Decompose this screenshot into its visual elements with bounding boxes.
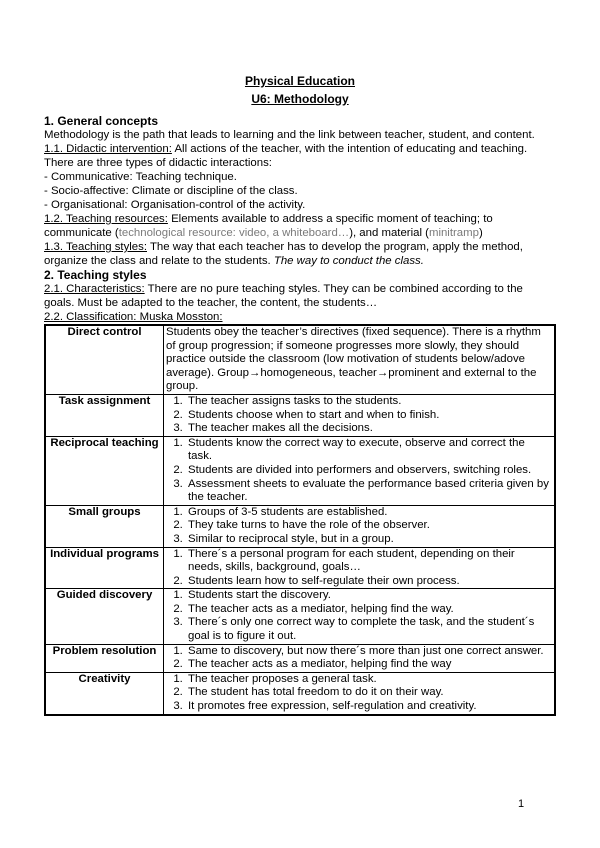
style-steps-list [166,589,552,643]
list-item: 1. The teacher assigns tasks to the students. [186,395,552,409]
table-row [45,325,555,394]
list-item: 3. The teacher makes all the decisions. [186,422,552,436]
list-item: 2. Students choose when to start and when to finish. [186,409,552,423]
style-name: Reciprocal teaching [45,436,164,505]
list-item: 1. Students start the discovery. [186,589,552,603]
style-name: Individual programs [45,547,164,589]
teaching-styles-table [44,324,556,716]
document-subtitle: U6: Methodology [251,92,349,106]
teaching-styles-paragraph [44,240,556,268]
table-row [45,547,555,589]
style-name: Guided discovery [45,589,164,644]
table-row [45,589,555,644]
list-item: 1. Students know the correct way to execute, observe and correct the task. [186,437,552,464]
list-item: 3. Similar to reciprocal style, but in a group. [186,533,552,547]
list-item: 3. Assessment sheets to evaluate the performance based criteria given by the teacher. [186,478,552,505]
list-item: 1. There´s a personal program for each student, depending on their needs, skills, background, goals… [186,548,552,575]
list-item: 2. The student has total freedom to do it on their way. [186,686,552,700]
style-steps-list [166,395,552,436]
list-item: 2. The teacher acts as a mediator, helping find the way [186,658,552,672]
style-name: Direct control [45,325,164,394]
teaching-resources-label: 1.2. Teaching resources: [44,213,168,225]
table-row [45,505,555,547]
style-description [164,547,556,589]
style-description [164,505,556,547]
teaching-resources-text: Elements available to address a specific moment of teaching; to communicate ( [44,213,493,239]
document-title: Physical Education [244,74,356,88]
style-name: Task assignment [45,394,164,436]
list-item: 2. Students learn how to self-regulate their own process. [186,575,552,589]
section-1-intro: Methodology is the path that leads to learning and the link between teacher, student, and content. [44,129,535,141]
style-name: Problem resolution [45,644,164,672]
table-row [45,394,555,436]
style-description: Students obey the teacher’s directives (fixed sequence). There is a rhythm of group progression; if someone progresses more slowly, they should practice outside the classroom (low motivation of students below/adove average). Group→homogeneous, teacher→prominent and external to the group. [164,325,556,394]
style-steps-list [166,506,552,547]
style-steps-list [166,645,552,672]
list-item: 2. The teacher acts as a mediator, helping find the way. [186,603,552,617]
list-item: 2. Students are divided into performers and observers, switching roles. [186,464,552,478]
didactic-intervention-text: All actions of the teacher, with the intention of educating and teaching. There are three types of didactic interactions: [44,143,528,169]
teaching-styles-text: The way that each teacher has to develop the program, apply the method, organize the class and relate to the students. [44,241,523,267]
characteristics-paragraph [44,282,556,310]
table-row [45,436,555,505]
style-steps-list [166,548,552,589]
table-row [45,672,555,714]
interaction-item: - Communicative: Teaching technique. [44,171,237,183]
section-1-heading: 1. General concepts [44,114,159,128]
didactic-intervention-paragraph [44,142,556,170]
page-number: 1 [518,798,525,810]
interaction-item: - Organisational: Organisation-control of the activity. [44,199,306,211]
list-item: 3. It promotes free expression, self-regulation and creativity. [186,700,552,714]
characteristics-text: There are no pure teaching styles. They can be combined according to the goals. Must be adapted to the teacher, the content, the students… [44,283,523,309]
list-item: 1. The teacher proposes a general task. [186,673,552,687]
document-body [44,72,556,716]
list-item: 1. Same to discovery, but now there´s more than just one correct answer. [186,645,552,659]
teaching-resources-paragraph [44,212,556,240]
teaching-resources-text: ), and material ( [349,227,429,239]
style-name: Creativity [45,672,164,714]
style-description [164,672,556,714]
classification-label: 2.2. Classification: Muska Mosston: [44,311,223,323]
table-row [45,644,555,672]
style-description [164,589,556,644]
resource-example: technological resource: video, a whiteboard… [118,227,350,239]
teaching-resources-text: ) [478,227,483,239]
style-steps-list [166,673,552,714]
didactic-intervention-label: 1.1. Didactic intervention: [44,143,172,155]
interaction-item: - Socio-affective: Climate or discipline of the class. [44,185,298,197]
style-description [164,644,556,672]
list-item: 1. Groups of 3-5 students are established. [186,506,552,520]
teaching-styles-label: 1.3. Teaching styles: [44,241,147,253]
teaching-styles-emphasis: The way to conduct the class. [273,255,424,267]
list-item: 3. There´s only one correct way to complete the task, and the student´s goal is to figure it out. [186,616,552,643]
style-name: Small groups [45,505,164,547]
material-example: minitramp [428,227,479,239]
style-description [164,436,556,505]
characteristics-label: 2.1. Characteristics: [44,283,145,295]
style-description [164,394,556,436]
list-item: 2. They take turns to have the role of the observer. [186,519,552,533]
section-2-heading: 2. Teaching styles [44,268,147,282]
style-steps-list [166,437,552,505]
